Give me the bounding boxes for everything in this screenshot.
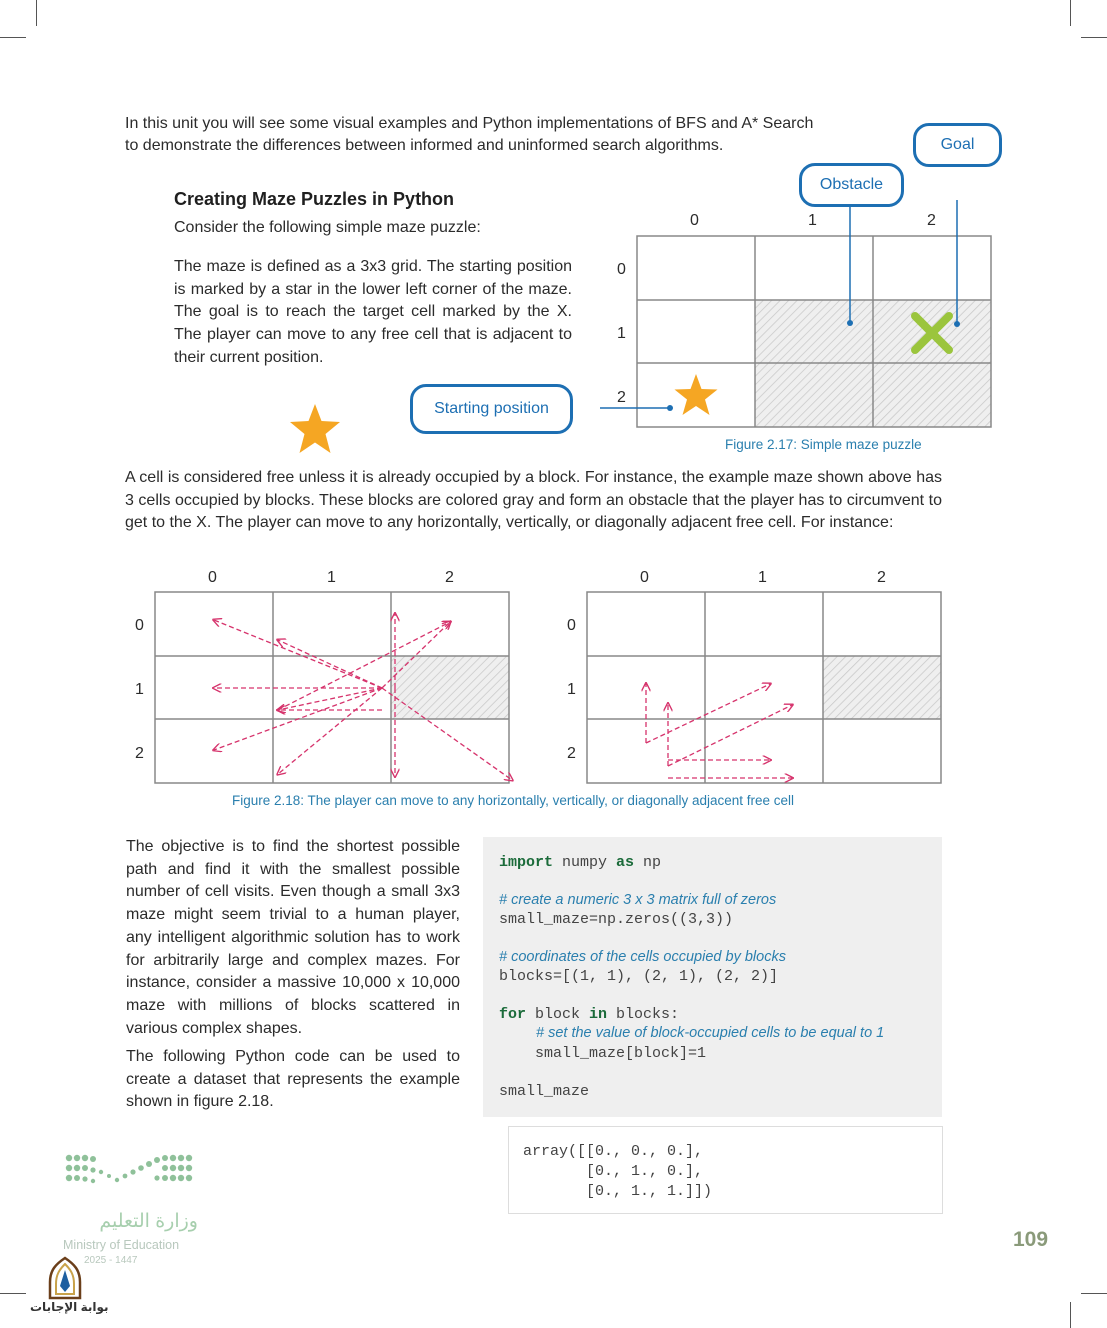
- section-paragraph: The maze is defined as a 3x3 grid. The starting position is marked by a star in the lower left corner of the maze. The goal is to reach the target cell marked by the X. The player can move to any free cell that is adjacent to their current position.: [174, 258, 572, 366]
- block-cell: [873, 363, 991, 427]
- code-line: small_maze[block]=1: [499, 1045, 707, 1062]
- row-label: 0: [135, 617, 144, 634]
- objective-paragraph: The objective is to find the shortest possible path and find it with the smallest possible number of cell visits. Even though a small 3x3 maze might seem trivial to a human player, any intelligent algorithmic solution has to work for arbitrarily large and complex mazes. For instance, consider a massive 10,000 x 10,000 maze with millions of blocks scattered in various complex shapes.: [126, 838, 460, 1037]
- portal-name: بوابة الإجابات: [30, 1300, 109, 1314]
- output-line: [0., 1., 1.]]): [523, 1183, 713, 1200]
- section-lead: Consider the following simple maze puzzle:: [174, 219, 481, 236]
- intro-line-1: In this unit you will see some visual examples and Python implementations of BFS and A* Search: [125, 115, 814, 132]
- ministry-logo-icon: [63, 1150, 203, 1196]
- code-line: import numpy as np: [499, 854, 662, 871]
- crop-mark: [36, 0, 37, 26]
- section-heading: Creating Maze Puzzles in Python: [174, 189, 455, 209]
- row-label: 2: [567, 745, 576, 762]
- crop-mark: [0, 37, 26, 38]
- code-line: for block in blocks:: [499, 1006, 680, 1023]
- column-label: 0: [640, 569, 649, 586]
- crop-mark: [1081, 1293, 1107, 1294]
- column-label: 1: [758, 569, 767, 586]
- objective-paragraph-2: The following Python code can be used to create a dataset that represents the example shown in figure 2.18.: [126, 1048, 460, 1111]
- intro-line-2: to demonstrate the differences between informed and uninformed search algorithms.: [125, 137, 724, 154]
- portal-logo-icon: [44, 1256, 86, 1300]
- row-label: 1: [567, 681, 576, 698]
- ministry-year: 2025 - 1447: [84, 1255, 138, 1266]
- row-label: 1: [617, 325, 626, 342]
- row-label: 0: [617, 261, 626, 278]
- page-number: 109: [1013, 1228, 1049, 1251]
- column-label: 2: [445, 569, 454, 586]
- code-comment: # set the value of block-occupied cells to be equal to 1: [536, 1025, 885, 1041]
- column-label: 1: [327, 569, 336, 586]
- code-comment: # create a numeric 3 x 3 matrix full of zeros: [499, 892, 777, 908]
- ministry-name-arabic: وزارة التعليم: [99, 1211, 198, 1232]
- star-icon: [288, 403, 342, 455]
- code-comment: # coordinates of the cells occupied by blocks: [499, 949, 786, 965]
- output-line: [0., 1., 0.],: [523, 1163, 704, 1180]
- obstacle-callout: Obstacle: [799, 163, 904, 207]
- crop-mark: [0, 1293, 26, 1294]
- row-label: 0: [567, 617, 576, 634]
- code-line: small_maze: [499, 1083, 590, 1100]
- code-line: small_maze=np.zeros((3,3)): [499, 911, 734, 928]
- goal-callout: Goal: [913, 123, 1002, 167]
- maze-grid: [600, 200, 1020, 440]
- column-label: 2: [927, 212, 936, 229]
- row-label: 2: [617, 389, 626, 406]
- column-label: 1: [808, 212, 817, 229]
- column-label: 0: [208, 569, 217, 586]
- crop-mark: [1070, 0, 1071, 26]
- row-label: 1: [135, 681, 144, 698]
- figure-caption: Figure 2.17: Simple maze puzzle: [725, 437, 922, 452]
- figure-caption: Figure 2.18: The player can move to any horizontally, vertically, or diagonally adjacent free cell: [232, 793, 795, 808]
- cell-paragraph: A cell is considered free unless it is already occupied by a block. For instance, the example maze shown above has 3 cells occupied by blocks. These blocks are colored gray and form an obstacle that the player has to circumvent to get to the X. The player can move to any horizontally, vertically, or diagonally adjacent free cell. For instance:: [125, 469, 942, 532]
- block-cell: [755, 363, 873, 427]
- code-line: blocks=[(1, 1), (2, 1), (2, 2)]: [499, 968, 779, 985]
- start-star-icon: [675, 374, 718, 415]
- column-label: 0: [690, 212, 699, 229]
- crop-mark: [1070, 1302, 1071, 1328]
- move-arrows: [646, 684, 792, 778]
- crop-mark: [1081, 37, 1107, 38]
- output-line: array([[0., 0., 0.],: [523, 1143, 704, 1160]
- ministry-name-english: Ministry of Education: [63, 1238, 180, 1252]
- row-label: 2: [135, 745, 144, 762]
- column-label: 2: [877, 569, 886, 586]
- movement-grids: [150, 588, 950, 788]
- start-callout: Starting position: [410, 384, 573, 434]
